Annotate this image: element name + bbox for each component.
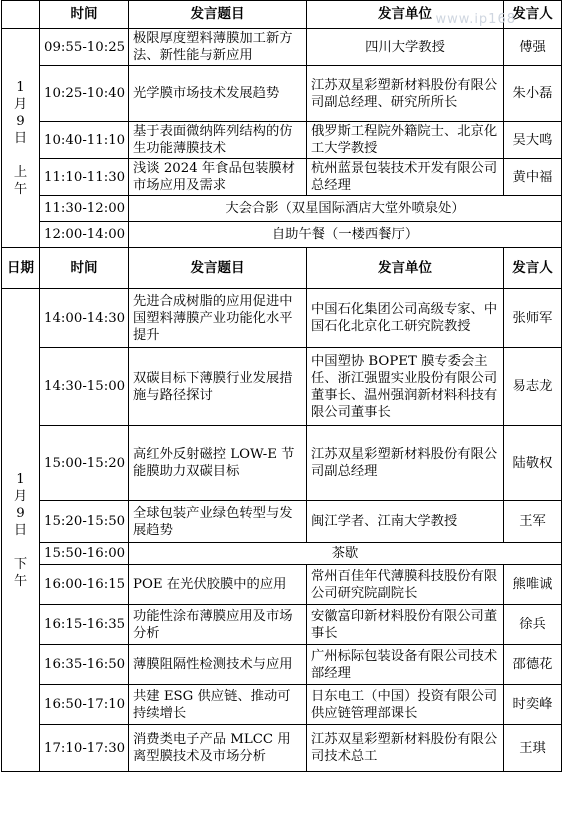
speaker-cell: 黄中福 [504,159,562,196]
schedule-body [2,1,562,772]
speaker-cell: 邵德花 [504,645,562,685]
time-cell: 14:00-14:30 [40,289,129,348]
time-cell: 15:20-15:50 [40,501,129,543]
topic-cell: 高红外反射磁控 LOW-E 节能膜助力双碳目标 [129,426,307,501]
topic-cell: 先进合成树脂的应用促进中国塑料薄膜产业功能化水平提升 [129,289,307,348]
org-cell: 江苏双星彩塑新材料股份有限公司技术总工 [307,725,504,772]
header-row [2,1,562,29]
topic-header: 发言题目 [129,248,307,289]
speaker-cell: 陆敬权 [504,426,562,501]
org-cell: 安徽富印新材料股份有限公司董事长 [307,605,504,645]
speaker-cell: 徐兵 [504,605,562,645]
table-row [2,348,562,426]
org-cell: 江苏双星彩塑新材料股份有限公司副总经理、研究所所长 [307,66,504,122]
table-row [2,605,562,645]
org-cell: 江苏双星彩塑新材料股份有限公司副总经理 [307,426,504,501]
event-cell: 茶歇 [129,543,562,565]
table-row [2,122,562,159]
time-cell: 12:00-14:00 [40,222,129,248]
table-row [2,66,562,122]
time-cell: 10:40-11:10 [40,122,129,159]
org-cell: 俄罗斯工程院外籍院士、北京化工大学教授 [307,122,504,159]
event-cell: 大会合影（双星国际酒店大堂外喷泉处） [129,196,562,222]
topic-cell: 功能性涂布薄膜应用及市场分析 [129,605,307,645]
topic-header: 发言题目 [129,1,307,29]
time-cell: 15:50-16:00 [40,543,129,565]
topic-cell: 基于表面微纳阵列结构的仿生功能薄膜技术 [129,122,307,159]
time-cell: 16:00-16:15 [40,565,129,605]
table-row [2,565,562,605]
org-header: 发言单位 [307,248,504,289]
topic-cell: 浅谈 2024 年食品包装膜材市场应用及需求 [129,159,307,196]
event-cell: 自助午餐（一楼西餐厅） [129,222,562,248]
date-label: 1 月 9 日 上 午 [13,79,28,197]
table-row [2,725,562,772]
speaker-cell: 傅强 [504,29,562,66]
time-cell: 15:00-15:20 [40,426,129,501]
org-cell: 中国石化集团公司高级专家、中国石化北京化工研究院教授 [307,289,504,348]
date-label: 1 月 9 日 下 午 [13,471,28,589]
time-cell: 10:25-10:40 [40,66,129,122]
table-row [2,645,562,685]
speaker-cell: 熊唯诚 [504,565,562,605]
time-header: 时间 [40,1,129,29]
table-row [2,685,562,725]
topic-cell: 双碳目标下薄膜行业发展措施与路径探讨 [129,348,307,426]
org-cell: 常州百佳年代薄膜科技股份有限公司研究院副院长 [307,565,504,605]
topic-cell: 薄膜阻隔性检测技术与应用 [129,645,307,685]
time-cell: 09:55-10:25 [40,29,129,66]
tea-row [2,543,562,565]
time-cell: 16:35-16:50 [40,645,129,685]
table-row [2,501,562,543]
schedule-table [1,0,562,772]
topic-cell: 共建 ESG 供应链、推动可持续增长 [129,685,307,725]
org-cell: 闽江学者、江南大学教授 [307,501,504,543]
time-cell: 11:10-11:30 [40,159,129,196]
speaker-header: 发言人 [504,1,562,29]
watermark: www.ip168 [435,12,516,27]
time-cell: 16:15-16:35 [40,605,129,645]
date-header [2,248,40,289]
org-cell: 中国塑协 BOPET 膜专委会主任、浙江强盟实业股份有限公司董事长、温州强润新材料科技有限公司董事长 [307,348,504,426]
table-row [2,29,562,66]
topic-cell: 极限厚度塑料薄膜加工新方法、新性能与新应用 [129,29,307,66]
org-cell: 杭州蓝景包装技术开发有限公司总经理 [307,159,504,196]
org-cell: 日东电工（中国）投资有限公司供应链管理部课长 [307,685,504,725]
table-row [2,159,562,196]
time-cell: 11:30-12:00 [40,196,129,222]
afternoon-date-cell [2,289,40,772]
time-cell: 17:10-17:30 [40,725,129,772]
speaker-cell: 时奕峰 [504,685,562,725]
topic-cell: 消费类电子产品 MLCC 用离型膜技术及市场分析 [129,725,307,772]
topic-cell: POE 在光伏胶膜中的应用 [129,565,307,605]
header-row [2,248,562,289]
time-cell: 16:50-17:10 [40,685,129,725]
speaker-cell: 王军 [504,501,562,543]
time-header: 时间 [40,248,129,289]
org-cell: 四川大学教授 [307,29,504,66]
topic-cell: 全球包装产业绿色转型与发展趋势 [129,501,307,543]
table-row [2,426,562,501]
speaker-header: 发言人 [504,248,562,289]
date-header-label: 日期 [7,259,34,276]
speaker-cell: 吴大鸣 [504,122,562,159]
speaker-cell: 王琪 [504,725,562,772]
photo-row [2,196,562,222]
time-cell: 14:30-15:00 [40,348,129,426]
topic-cell: 光学膜市场技术发展趋势 [129,66,307,122]
table-row [2,289,562,348]
org-header: 发言单位 [307,1,504,29]
morning-date-cell [2,29,40,248]
speaker-cell: 张师军 [504,289,562,348]
lunch-row [2,222,562,248]
date-blank [2,1,40,29]
speaker-cell: 易志龙 [504,348,562,426]
org-cell: 广州标际包装设备有限公司技术部经理 [307,645,504,685]
speaker-cell: 朱小磊 [504,66,562,122]
